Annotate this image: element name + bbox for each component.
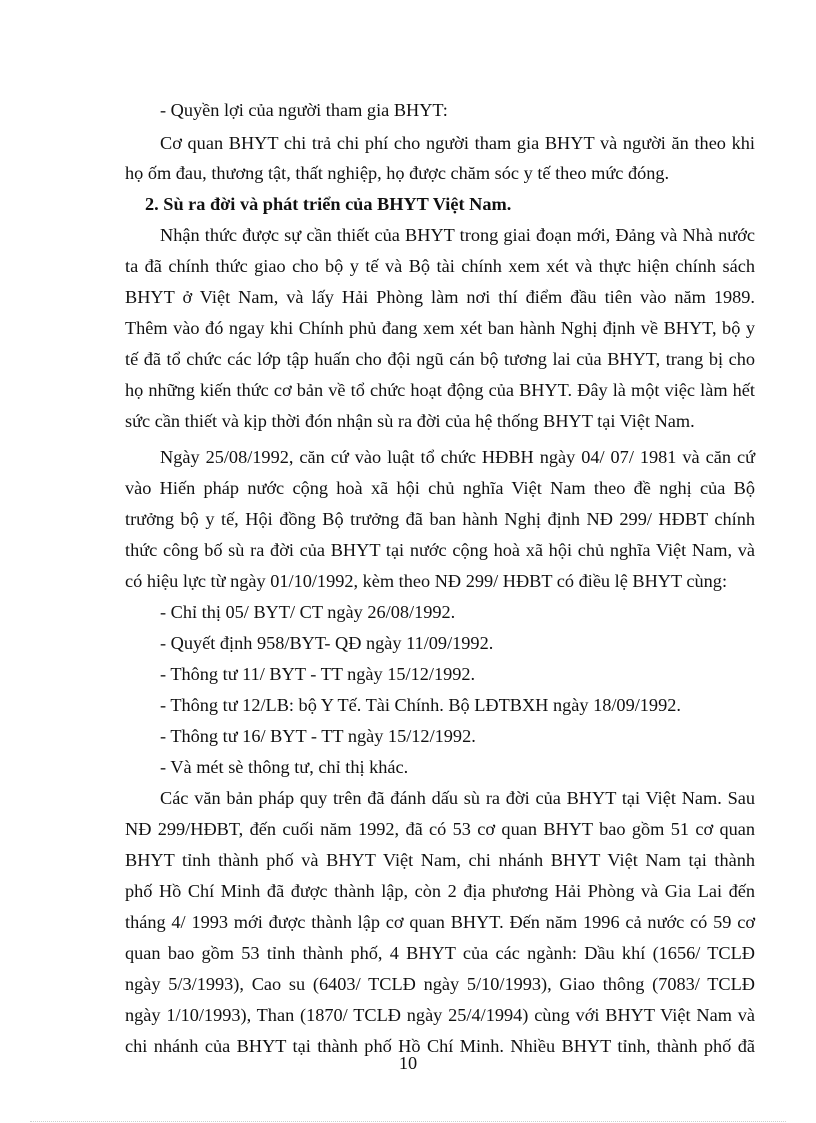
paragraph-line: ngày 5/3/1993), Cao su (6403/ TCLĐ ngày 5/10/1993), Giao thông (7083/ TCLĐ — [125, 974, 755, 994]
paragraph-line: chi nhánh của BHYT tại thành phố Hồ Chí Minh. Nhiều BHYT tỉnh, thành phố đã — [125, 1036, 755, 1056]
paragraph-line: ngày 1/10/1993), Than (1870/ TCLĐ ngày 25/4/1994) cùng với BHYT Việt Nam và — [125, 1005, 755, 1025]
list-item: - Thông tư 12/LB: bộ Y Tế. Tài Chính. Bộ LĐTBXH ngày 18/09/1992. — [160, 695, 681, 715]
list-item: - Quyền lợi của người tham gia BHYT: — [160, 100, 448, 120]
list-item: - Chỉ thị 05/ BYT/ CT ngày 26/08/1992. — [160, 602, 456, 622]
list-item: - Và mét sè thông tư, chỉ thị khác. — [160, 757, 409, 777]
paragraph-line: sức cần thiết và kịp thời đón nhận sù ra đời của hệ thống BHYT tại Việt Nam. — [125, 411, 695, 431]
paragraph-line: thức công bố sù ra đời của BHYT tại nước cộng hoà xã hội chủ nghĩa Việt Nam, và — [125, 540, 755, 560]
paragraph-line: Các văn bản pháp quy trên đã đánh dấu sù ra đời của BHYT tại Việt Nam. Sau — [160, 788, 755, 808]
paragraph-line: ta đã chính thức giao cho bộ y tế và Bộ tài chính xem xét và thực hiện chính sách — [125, 256, 755, 276]
paragraph-line: họ ốm đau, thương tật, thất nghiệp, họ được chăm sóc y tế theo mức đóng. — [125, 163, 670, 183]
list-item: - Quyết định 958/BYT- QĐ ngày 11/09/1992. — [160, 633, 494, 653]
paragraph-line: vào Hiến pháp nước cộng hoà xã hội chủ nghĩa Việt Nam theo đề nghị của Bộ — [125, 478, 755, 498]
paragraph-line: Cơ quan BHYT chi trả chi phí cho người tham gia BHYT và người ăn theo khi — [160, 133, 755, 153]
paragraph-line: NĐ 299/HĐBT, đến cuối năm 1992, đã có 53 cơ quan BHYT bao gồm 51 cơ quan — [125, 819, 755, 839]
paragraph-line: trưởng bộ y tế, Hội đồng Bộ trưởng đã ban hành Nghị định NĐ 299/ HĐBT chính — [125, 509, 755, 529]
paragraph-line: họ những kiến thức cơ bản về tổ chức hoạt động của BHYT. Đây là một việc làm hết — [125, 380, 755, 400]
list-item: - Thông tư 11/ BYT - TT ngày 15/12/1992. — [160, 664, 476, 684]
paragraph-line: tháng 4/ 1993 mới được thành lập cơ quan BHYT. Đến năm 1996 cả nước có 59 cơ — [125, 912, 755, 932]
paragraph-line: Thêm vào đó ngay khi Chính phủ đang xem xét ban hành Nghị định về BHYT, bộ y — [125, 318, 755, 338]
paragraph-line: BHYT ở Việt Nam, và lấy Hải Phòng làm nơi thí điểm đầu tiên vào năm 1989. — [125, 287, 755, 307]
page-number: 10 — [398, 1053, 418, 1073]
paragraph-line: BHYT tỉnh thành phố và BHYT Việt Nam, chi nhánh BHYT Việt Nam tại thành — [125, 850, 755, 870]
paragraph-line: quan bao gồm 53 tỉnh thành phố, 4 BHYT của các ngành: Dầu khí (1656/ TCLĐ — [125, 943, 755, 963]
paragraph-line: có hiệu lực từ ngày 01/10/1992, kèm theo NĐ 299/ HĐBT có điều lệ BHYT cùng: — [125, 571, 728, 591]
section-heading: 2. Sù ra đời và phát triển của BHYT Việt Nam. — [145, 194, 512, 214]
paragraph-line: Nhận thức được sự cần thiết của BHYT trong giai đoạn mới, Đảng và Nhà nước — [160, 225, 755, 245]
list-item: - Thông tư 16/ BYT - TT ngày 15/12/1992. — [160, 726, 476, 746]
page-bottom-rule — [30, 1121, 786, 1122]
paragraph-line: tế đã tổ chức các lớp tập huấn cho đội ngũ cán bộ tương lai của BHYT, trang bị cho — [125, 349, 755, 369]
paragraph-line: Ngày 25/08/1992, căn cứ vào luật tổ chức HĐBH ngày 04/ 07/ 1981 và căn cứ — [160, 447, 755, 467]
paragraph-line: phố Hồ Chí Minh đã được thành lập, còn 2 địa phương Hải Phòng và Gia Lai đến — [125, 881, 755, 901]
